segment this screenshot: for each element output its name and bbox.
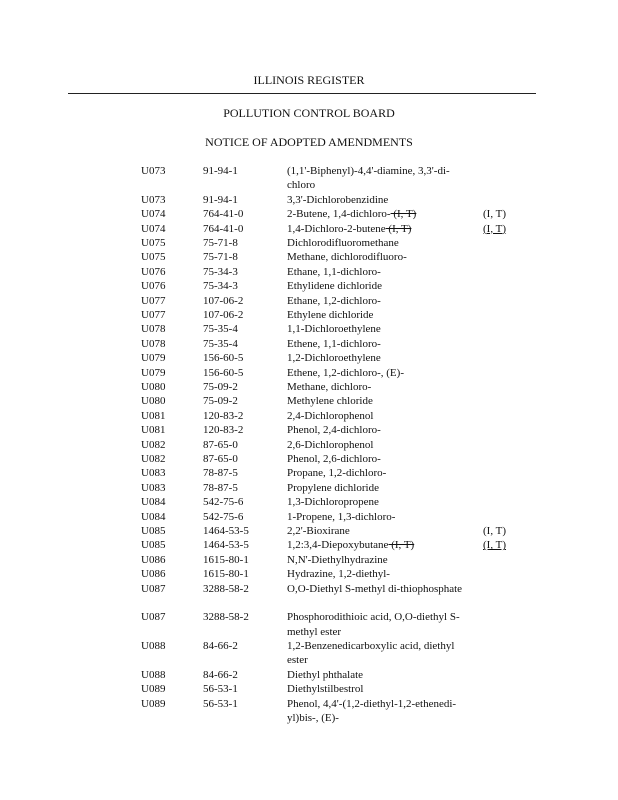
waste-code: U078: [141, 323, 166, 336]
substance-name: 1-Propene, 1,3-dichloro-: [287, 510, 396, 523]
substance-name: Diethyl phthalate: [287, 669, 364, 681]
substance-name: Propane, 1,2-dichloro-: [287, 467, 387, 480]
substance-name: Ethane, 1,2-dichloro-: [287, 294, 381, 307]
cas-number: 764-41-0: [203, 222, 244, 235]
waste-code: U087: [141, 582, 166, 595]
notice-title: NOTICE OF ADOPTED AMENDMENTS: [205, 135, 413, 149]
cas-number: 75-71-8: [203, 237, 238, 249]
cas-number: 3288-58-2: [203, 611, 249, 624]
substance-name: N,N'-Diethylhydrazine: [287, 553, 388, 566]
cas-number: 84-66-2: [203, 640, 238, 653]
cas-number: 75-09-2: [203, 395, 238, 408]
substance-name: 2-Butene, 1,4-dichloro- (I, T): [287, 208, 417, 221]
cas-number: 91-94-1: [203, 193, 238, 206]
waste-code: U086: [141, 568, 166, 581]
waste-code: U083: [141, 467, 166, 480]
waste-code: U082: [141, 438, 166, 451]
substance-name: Propylene dichloride: [287, 481, 379, 494]
waste-code: U073: [141, 165, 166, 177]
waste-code: U079: [141, 366, 166, 379]
cas-number: 75-35-4: [203, 337, 238, 350]
cas-number: 56-53-1: [203, 697, 238, 710]
waste-code: U089: [141, 683, 166, 696]
substance-name: Ethane, 1,1-dichloro-: [287, 265, 381, 278]
waste-code: U080: [141, 381, 166, 393]
deleted-hazard-code: (I, T): [390, 208, 417, 221]
substance-name: 1,4-Dichloro-2-butene (I, T): [287, 222, 412, 235]
substance-name: Phenol, 2,4-dichloro-: [287, 424, 381, 437]
waste-code: U076: [141, 280, 166, 293]
cas-number: 78-87-5: [203, 467, 238, 480]
cas-number: 1464-53-5: [203, 525, 249, 537]
waste-code: U077: [141, 294, 166, 307]
cas-number: 75-34-3: [203, 280, 238, 293]
cas-number: 3288-58-2: [203, 582, 249, 595]
substance-name: 1,2:3,4-Diepoxybutane (I, T): [287, 539, 415, 552]
substance-name: Ethene, 1,1-dichloro-: [287, 337, 381, 350]
cas-number: 87-65-0: [203, 438, 238, 451]
cas-number: 91-94-1: [203, 165, 238, 177]
substance-name: Methylene chloride: [287, 395, 373, 408]
cas-number: 75-35-4: [203, 323, 238, 336]
waste-code: U082: [141, 453, 166, 465]
substance-name: Phenol, 2,6-dichloro-: [287, 453, 381, 465]
substance-name: Hydrazine, 1,2-diethyl-: [287, 568, 390, 581]
cas-number: 542-75-6: [203, 496, 244, 509]
cas-number: 156-60-5: [203, 352, 244, 365]
substance-name: Phosphorodithioic acid, O,O-diethyl S-methyl ester: [287, 611, 460, 638]
substance-name: Ethylidene dichloride: [287, 280, 382, 293]
substance-name: 1,1-Dichloroethylene: [287, 323, 381, 336]
substance-name: O,O-Diethyl S-methyl di-thiophosphate: [287, 582, 463, 595]
waste-code: U083: [141, 481, 166, 494]
substance-name: 3,3'-Dichlorobenzidine: [287, 193, 389, 206]
waste-code: U074: [141, 208, 166, 221]
waste-code: U074: [141, 222, 166, 235]
cas-number: 107-06-2: [203, 294, 244, 307]
cas-number: 1615-80-1: [203, 553, 249, 566]
substance-name: 1,2-Benzenedicarboxylic acid, diethyl ester: [287, 640, 455, 667]
waste-code: U084: [141, 496, 166, 509]
waste-code: U088: [141, 640, 166, 653]
cas-number: 120-83-2: [203, 409, 244, 422]
hazard-code: (I, T): [483, 222, 507, 235]
substance-name: Dichlorodifluoromethane: [287, 237, 399, 249]
substance-name: 2,4-Dichlorophenol: [287, 409, 374, 422]
waste-code: U085: [141, 525, 166, 537]
waste-code: U081: [141, 409, 166, 422]
cas-number: 84-66-2: [203, 669, 238, 681]
cas-number: 156-60-5: [203, 366, 244, 379]
deleted-hazard-code: (I, T): [388, 539, 415, 552]
waste-code: U085: [141, 539, 166, 552]
cas-number: 75-34-3: [203, 265, 238, 278]
waste-code: U076: [141, 265, 166, 278]
cas-number: 764-41-0: [203, 208, 244, 221]
cas-number: 56-53-1: [203, 683, 238, 696]
cas-number: 542-75-6: [203, 510, 244, 523]
substance-name: (1,1'-Biphenyl)-4,4'-diamine, 3,3'-di-chloro: [287, 165, 450, 192]
cas-number: 87-65-0: [203, 453, 238, 465]
hazard-code: (I, T): [483, 208, 507, 221]
cas-number: 1615-80-1: [203, 568, 249, 581]
waste-code: U073: [141, 193, 166, 206]
waste-code: U080: [141, 395, 166, 408]
substance-name: Diethylstilbestrol: [287, 683, 364, 696]
waste-code: U087: [141, 611, 166, 624]
deleted-hazard-code: (I, T): [385, 222, 412, 235]
waste-code: U075: [141, 237, 166, 249]
substance-name: Phenol, 4,4'-(1,2-diethyl-1,2-ethenedi-yl)bis-, (E)-: [287, 697, 457, 725]
waste-code: U078: [141, 337, 166, 350]
cas-number: 75-71-8: [203, 251, 238, 264]
cas-number: 75-09-2: [203, 381, 238, 393]
cas-number: 107-06-2: [203, 309, 244, 321]
substance-name: Ethylene dichloride: [287, 309, 374, 321]
board-title: POLLUTION CONTROL BOARD: [223, 106, 395, 120]
substance-name: Methane, dichloro-: [287, 381, 372, 393]
waste-code: U075: [141, 251, 166, 264]
substance-name: 1,2-Dichloroethylene: [287, 352, 381, 365]
register-title: ILLINOIS REGISTER: [253, 73, 365, 87]
substance-name: 2,6-Dichlorophenol: [287, 438, 374, 451]
hazard-code: (I, T): [483, 539, 507, 552]
waste-code: U079: [141, 352, 166, 365]
cas-number: 120-83-2: [203, 424, 244, 437]
waste-code: U086: [141, 553, 166, 566]
waste-code: U088: [141, 669, 166, 681]
waste-code: U084: [141, 510, 166, 523]
waste-code: U077: [141, 309, 166, 321]
cas-number: 1464-53-5: [203, 539, 249, 552]
substance-name: 2,2'-Bioxirane: [287, 525, 350, 537]
header-rule: [68, 93, 536, 94]
hazard-code: (I, T): [483, 525, 507, 537]
substance-name: Ethene, 1,2-dichloro-, (E)-: [287, 366, 404, 379]
waste-code: U089: [141, 697, 166, 710]
cas-number: 78-87-5: [203, 481, 238, 494]
waste-code: U081: [141, 424, 166, 437]
substance-name: 1,3-Dichloropropene: [287, 496, 379, 509]
substance-name: Methane, dichlorodifluoro-: [287, 251, 407, 264]
